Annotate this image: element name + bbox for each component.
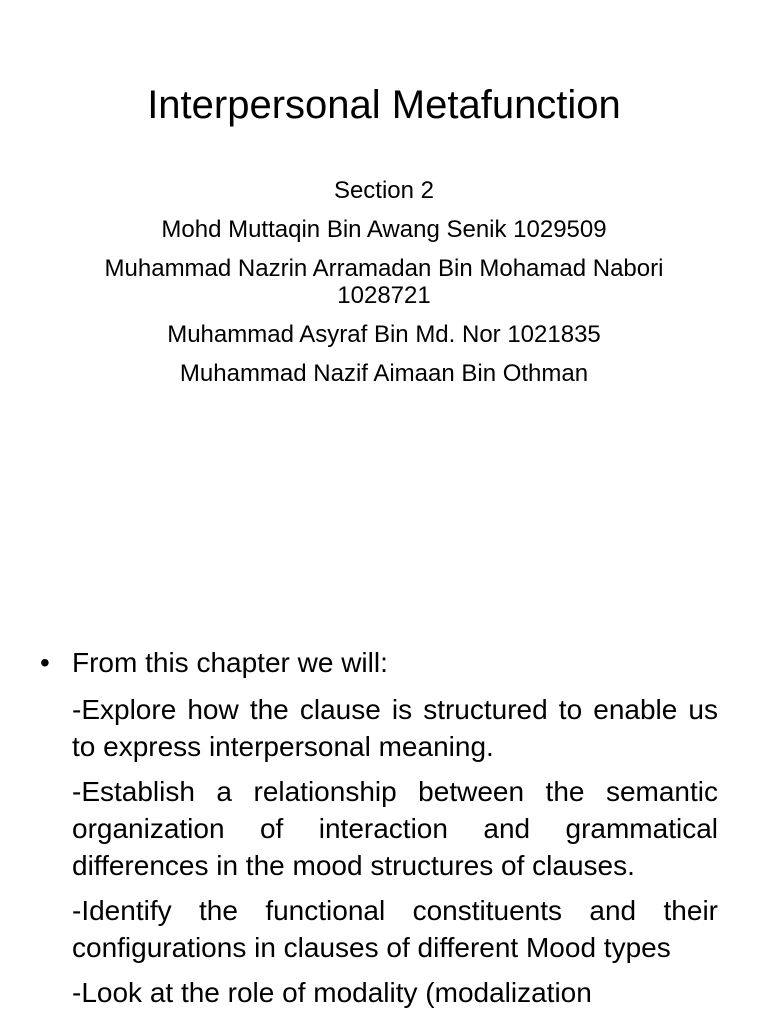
author-line: Muhammad Nazif Aimaan Bin Othman xyxy=(179,360,589,387)
slide-content-section xyxy=(0,643,768,1024)
bullet-item xyxy=(0,643,768,683)
bullet-icon: • xyxy=(40,647,50,678)
subtitle-block xyxy=(80,171,688,393)
section-label: Section 2 xyxy=(333,177,435,204)
author-line: Mohd Muttaqin Bin Awang Senik 1029509 xyxy=(161,216,607,243)
objective-item: -Identify the functional constituents and their configurations in clauses of different Mood types xyxy=(72,895,718,963)
objective-item: -Establish a relationship between the semantic organization of interaction and grammatical differences in the mood structures of clauses. xyxy=(72,776,718,881)
objective-item: -Explore how the clause is structured to enable us to express interpersonal meaning. xyxy=(72,694,718,762)
slide-title: Interpersonal Metafunction xyxy=(147,83,621,127)
author-line: Muhammad Asyraf Bin Md. Nor 1021835 xyxy=(167,321,601,348)
bullet-text: From this chapter we will: xyxy=(72,647,388,678)
author-line: Muhammad Nazrin Arramadan Bin Mohamad Nabori 1028721 xyxy=(104,255,664,309)
objective-item: -Look at the role of modality (modalization xyxy=(72,977,592,1008)
